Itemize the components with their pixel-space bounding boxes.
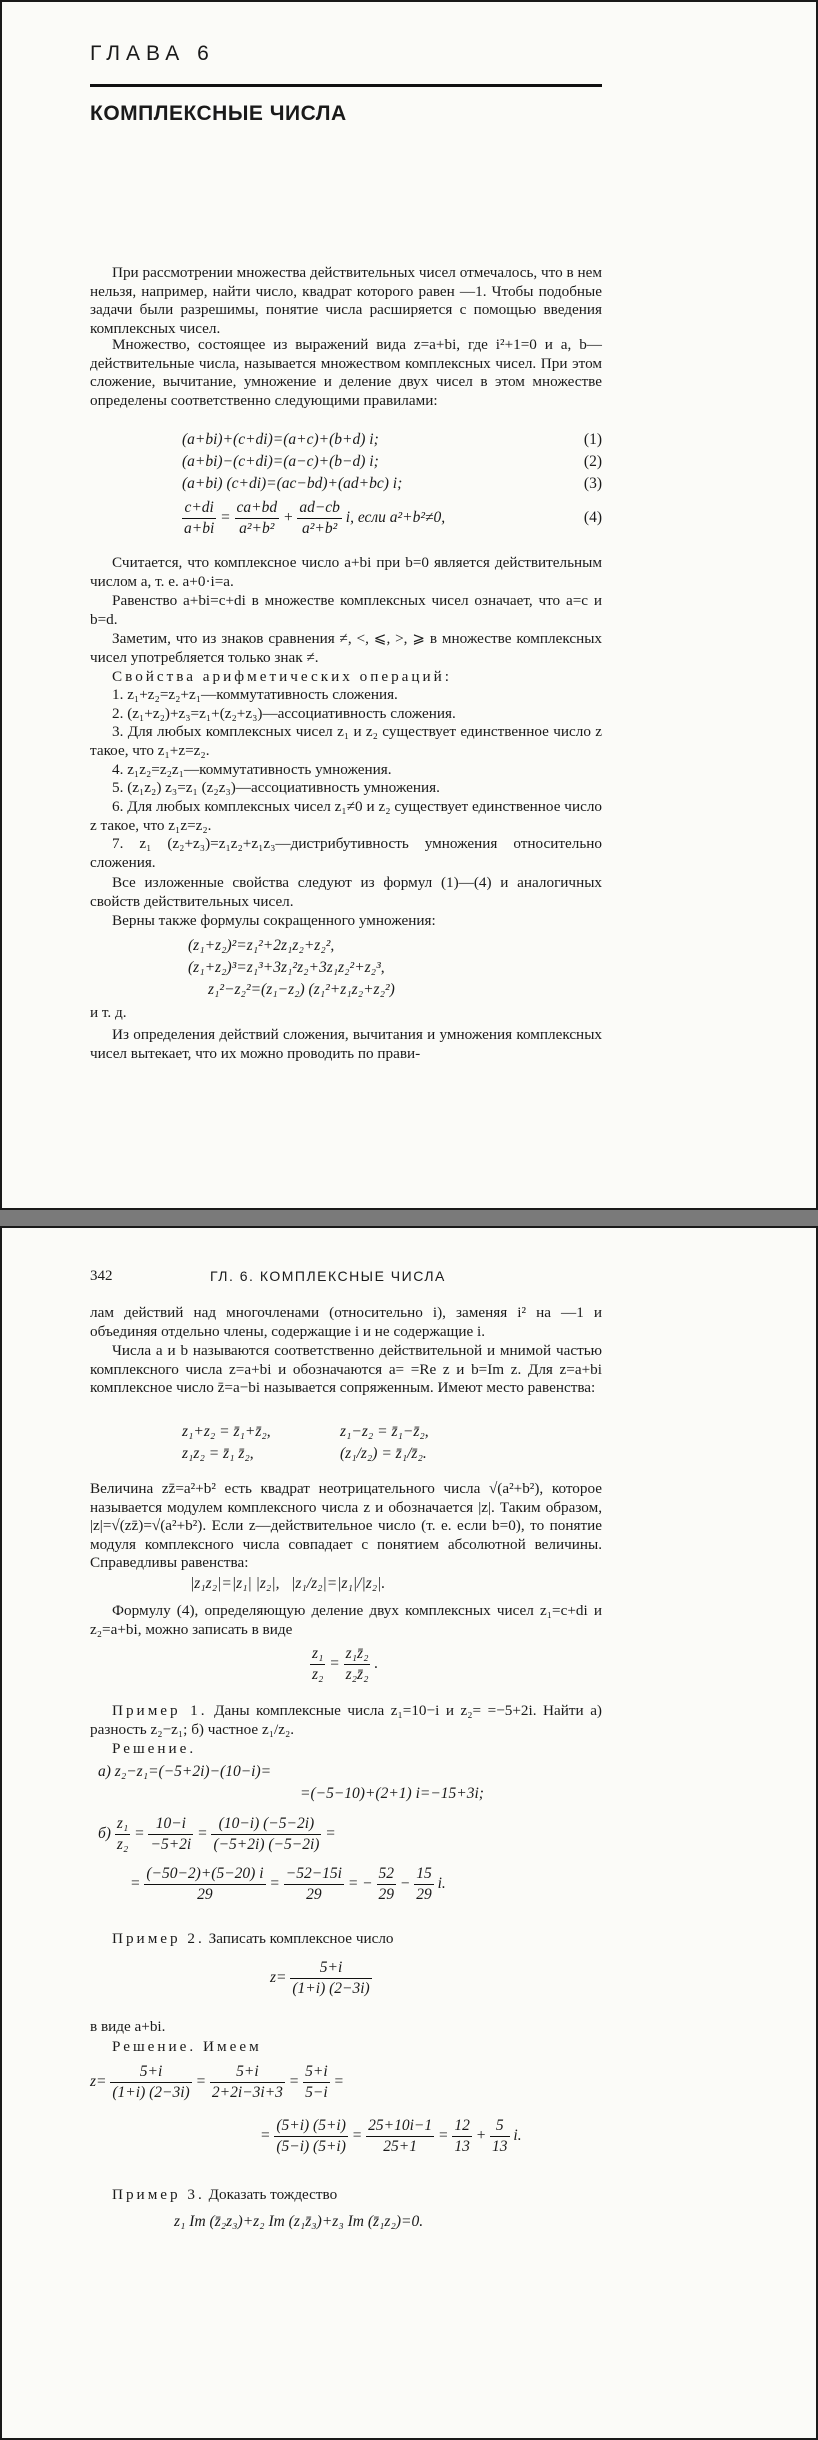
example-2-title: Пример 2.	[112, 1930, 205, 1947]
rule4-term2-num: ad−cb	[297, 498, 342, 519]
property-4: 4. z₁z₂=z₂z₁—коммутативность умножения.	[112, 761, 392, 778]
formula4-paragraph: Формулу (4), определяющую деление двух комплексных чисел z₁=c+di и z₂=a+bi, можно записать в виде	[90, 1602, 602, 1638]
rules-block	[90, 430, 602, 496]
ex2-s-c-den: 5−i	[305, 2084, 328, 2101]
ex2-den: (1+i) (2−3i)	[292, 1980, 370, 1997]
example-3-identity	[90, 2212, 602, 2236]
rule4-term1-num: ca+bd	[235, 498, 280, 519]
rule-3: (a+bi) (c+di)=(ac−bd)+(ad+bc) i;	[182, 475, 403, 492]
property-1: 1. z₁+z₂=z₂+z₁—коммутативность сложения.	[112, 686, 398, 703]
ex1-b-frac6-den: 29	[378, 1886, 395, 1903]
abbreviated-mult-intro: Верны также формулы сокращенного умножения:	[112, 912, 436, 929]
rule4-lhs-den: a+bi	[184, 520, 215, 537]
example-2-solution: Решение. Имеем	[112, 2038, 262, 2055]
rule-1-number: (1)	[583, 431, 602, 448]
rule4-tail: i, если a²+b²≠0,	[345, 509, 446, 527]
property-6: 6. Для любых комплексных чисел z₁≠0 и z₂ существует единственное число z такое, что z₁z=z₂.	[90, 798, 602, 834]
example-2-form: в виде a+bi.	[90, 2018, 166, 2035]
etc-note: и т. д.	[90, 1004, 127, 1021]
rule-1: (a+bi)+(c+di)=(a+c)+(b+d) i;	[182, 431, 379, 448]
ex1-b-frac2-den: −5+2i	[150, 1836, 192, 1853]
rule4-term2-den: a²+b²	[301, 520, 338, 537]
example-1-solution-label: Решение.	[112, 1740, 197, 1757]
chapter-label: ГЛАВА 6	[90, 42, 215, 65]
page-number: 342	[90, 1268, 113, 1284]
conj-product: z₁z₂ = z̄₁ z̄₂,	[182, 1445, 254, 1462]
ex1-b-frac3-num: (10−i) (−5−2i)	[211, 1814, 321, 1835]
div-lhs-num: z₁	[310, 1644, 325, 1665]
ex2-s-f-den: 13	[454, 2138, 470, 2155]
ex2-s-a-num: 5+i	[110, 2062, 191, 2083]
all-properties-note: Все изложенные свойства следуют из формул (1)—(4) и аналогичных свойств действительных чисел.	[90, 874, 602, 910]
ex1-b-label: б)	[98, 1825, 111, 1843]
example-2-number: z= $\frac{5+i}{(1+i) (2-3i)}$	[270, 1959, 370, 1997]
ex1-b-frac5-den: 29	[306, 1886, 322, 1903]
rule-2: (a+bi)−(c+di)=(a−c)+(b−d) i;	[182, 453, 379, 470]
rule4-term1-den: a²+b²	[239, 520, 275, 537]
property-5: 5. (z₁z₂) z₃=z₁ (z₂z₃)—ассоциативность умножения.	[112, 779, 440, 796]
ex2-s-e-num: 25+10i−1	[366, 2116, 434, 2137]
running-head-title: ГЛ. 6. КОМПЛЕКСНЫЕ ЧИСЛА	[210, 1268, 446, 1284]
ex1-b-frac3-den: (−5+2i) (−5−2i)	[213, 1836, 320, 1853]
conj-quotient: (z₁/z₂) = z̄₁/z̄₂.	[340, 1445, 427, 1462]
intro-paragraph: При рассмотрении множества действительных чисел отмечалось, что в нем нельзя, например, найти число, квадрат которого равен —1. Чтобы подобные задачи были разрешимы, понятие числа расширяется с помощью введения комплексных чисел.	[90, 264, 602, 337]
parts-paragraph: Числа a и b называются соответственно действительной и мнимой частью комплексного числа z=a+bi и обозначаются a= =Re z и b=Im z. Для z=a+bi комплексное число z̄=a−bi называется сопряженным. Имеют место равенства:	[90, 1342, 602, 1396]
division-formula: $\frac{\text{z₁}}{\text{z₂}}$ = $\frac{\text{z₁z̄₂}}{\text{z₂z̄₂}}$ .	[312, 1645, 379, 1683]
rule-2-number: (2)	[583, 453, 602, 470]
example-1-title: Пример 1.	[112, 1702, 208, 1719]
chapter-title: КОМПЛЕКСНЫЕ ЧИСЛА	[90, 102, 347, 125]
ex2-s-g-num: 5	[490, 2116, 510, 2137]
last-paragraph: Из определения действий сложения, вычитания и умножения комплексных чисел вытекает, что их можно проводить по прави-	[90, 1026, 602, 1062]
rule-4: $\frac{c+di}{a+bi}$ = $\frac{ca+bd}{\text{a²+b²}}$ + $\frac{ad-cb}{\text{a²+b²}}$ i, если a²+b²≠0, (4)	[184, 499, 602, 537]
property-2: 2. (z₁+z₂)+z₃=z₁+(z₂+z₃)—ассоциативность сложения.	[112, 705, 456, 722]
conj-sum: z₁+z₂ = z̄₁+z̄₂,	[182, 1423, 271, 1440]
rule-4-number: (4)	[583, 509, 602, 526]
equality-note: Равенство a+bi=c+di в множестве комплексных чисел означает, что a=c и b=d.	[90, 592, 602, 628]
example-1-text: Даны комплексные числа z₁=10−i и z₂= =−5+2i. Найти а) разность z₂−z₁; б) частное z₁/z₂.	[90, 1702, 602, 1738]
properties-title: Свойства арифметических операций:	[112, 668, 453, 685]
ex1-b-frac2-num: 10−i	[148, 1814, 193, 1835]
example-1	[90, 1702, 602, 1739]
div-rhs-num: z₁z̄₂	[344, 1644, 371, 1665]
ex2-s-e-den: 25+1	[383, 2138, 417, 2155]
abbrev-formula-2: (z₁+z₂)³=z₁³+3z₁²z₂+3z₁z₂²+z₂³,	[188, 959, 385, 976]
conj-diff: z₁−z₂ = z̄₁−z̄₂,	[340, 1423, 429, 1440]
property-3: 3. Для любых комплексных чисел z₁ и z₂ существует единственное число z такое, что z₁+z=z₂.	[90, 723, 602, 759]
example-2-calc: z= $\frac{5+i}{(1+i) (2-3i)}$ = $\frac{5+i}{2+2i-3i+3}$ = $\frac{5+i}{5-i}$ = = $\frac{(5+i) (5+i)}{(5-i) (5+i)}$ = $\frac{25+10i-1}{25+1}$ = $\frac{12}{13}$ + $\frac{5}{13}$ i.	[90, 2063, 522, 2155]
continuation-paragraph: лам действий над многочленами (относительно i), заменяя i² на —1 и объединяя отдельно члены, содержащие i и не содержащие i.	[90, 1304, 602, 1340]
set-definition-paragraph: Множество, состоящее из выражений вида z=a+bi, где i²+1=0 и a, b—действительные числа, называется множеством комплексных чисел. При этом сложение, вычитание, умножение и деление двух чисел в этом множестве определены соответственно следующими правилами:	[90, 336, 602, 409]
page-lower	[0, 1226, 818, 2440]
example-2-text: Записать комплексное число	[208, 1930, 394, 1947]
ex1-b-frac4-den: 29	[197, 1886, 213, 1903]
ex3-identity: z₁ Im (z̄₂z₃)+z₂ Im (z₁z̄₃)+z₃ Im (z̄₁z₂)=0.	[174, 2213, 424, 2230]
page-upper	[0, 0, 818, 1210]
ex1-b-frac4-num: (−50−2)+(5−20) i	[144, 1864, 265, 1885]
rule-3-number: (3)	[583, 475, 602, 492]
ex2-s-b-den: 2+2i−3i+3	[211, 2084, 283, 2101]
ex1-b-frac7-den: 29	[416, 1886, 432, 1903]
ex2-s-b-num: 5+i	[210, 2062, 285, 2083]
div-rhs-den: z₂z̄₂	[345, 1666, 369, 1683]
ex1-b-frac1-den: z₂	[116, 1836, 129, 1853]
modulus-eq: |z₁z₂|=|z₁| |z₂|, |z₁/z₂|=|z₁|/|z₂|.	[190, 1575, 386, 1592]
modulus-equalities	[90, 1574, 602, 1596]
abbreviated-formulas	[90, 936, 602, 1002]
div-lhs-den: z₂	[312, 1666, 324, 1683]
example-3	[90, 2186, 602, 2205]
ex1-b-frac7-num: 15	[414, 1864, 434, 1885]
ex2-num: 5+i	[290, 1958, 371, 1979]
comparison-note: Заметим, что из знаков сравнения ≠, <, ⩽, >, ⩾ в множестве комплексных чисел употребляется только знак ≠.	[90, 630, 602, 666]
ex1-b-frac5-num: −52−15i	[284, 1864, 344, 1885]
ex2-s-a-den: (1+i) (2−3i)	[112, 2084, 190, 2101]
example-2	[90, 1930, 602, 1949]
real-number-note: Считается, что комплексное число a+bi при b=0 является действительным числом a, т. е. a+0·i=a.	[90, 554, 602, 590]
example-1-part-b: б) $\frac{\text{z₁}}{\text{z₂}}$ = $\frac{10-i}{-5+2i}$ = $\frac{(10-i) (-5-2i)}{(-5+2i) (-5-2i)}$ = = $\frac{(-50-2)+(5-20) i}{29}$ = $\frac{-52-15i}{29}$ = − $\frac{52}{29}$ − $\frac{15}{29}$ i.	[98, 1815, 446, 1903]
modulus-paragraph: Величина zz̄=a²+b² есть квадрат неотрицательного числа √(a²+b²), которое называется модулем комплексного числа z и обозначается |z|. Таким образом, |z|=√(zz̄)=√(a²+b²). Если z—действительное число (т. е. если b=0), то понятие модуля комплексного числа совпадает с понятием абсолютной величины. Справедливы равенства:	[90, 1480, 602, 1571]
example-3-title: Пример 3.	[112, 2186, 205, 2203]
ex2-s-g-den: 13	[492, 2138, 508, 2155]
example-1-part-a	[90, 1762, 602, 1806]
ex1-a-line2: =(−5−10)+(2+1) i=−15+3i;	[300, 1785, 484, 1802]
ex1-b-frac1-num: z₁	[115, 1814, 130, 1835]
ex2-s-c-num: 5+i	[303, 2062, 330, 2083]
rule4-lhs-num: c+di	[182, 498, 216, 519]
ex1-b-frac6-num: 52	[377, 1864, 397, 1885]
abbrev-formula-1: (z₁+z₂)²=z₁²+2z₁z₂+z₂²,	[188, 937, 335, 954]
abbrev-formula-3: z₁²−z₂²=(z₁−z₂) (z₁²+z₁z₂+z₂²)	[208, 981, 395, 998]
ex2-s-f-num: 12	[452, 2116, 472, 2137]
example-3-text: Доказать тождество	[208, 2186, 338, 2203]
property-7: 7. z₁ (z₂+z₃)=z₁z₂+z₁z₃—дистрибутивность умножения относительно сложения.	[90, 835, 602, 871]
ex1-a-line1: а) z₂−z₁=(−5+2i)−(10−i)=	[98, 1763, 272, 1780]
chapter-rule	[90, 84, 602, 87]
ex2-s-d-num: (5+i) (5+i)	[274, 2116, 348, 2137]
conjugate-equalities	[90, 1422, 602, 1466]
ex2-s-d-den: (5−i) (5+i)	[276, 2138, 346, 2155]
